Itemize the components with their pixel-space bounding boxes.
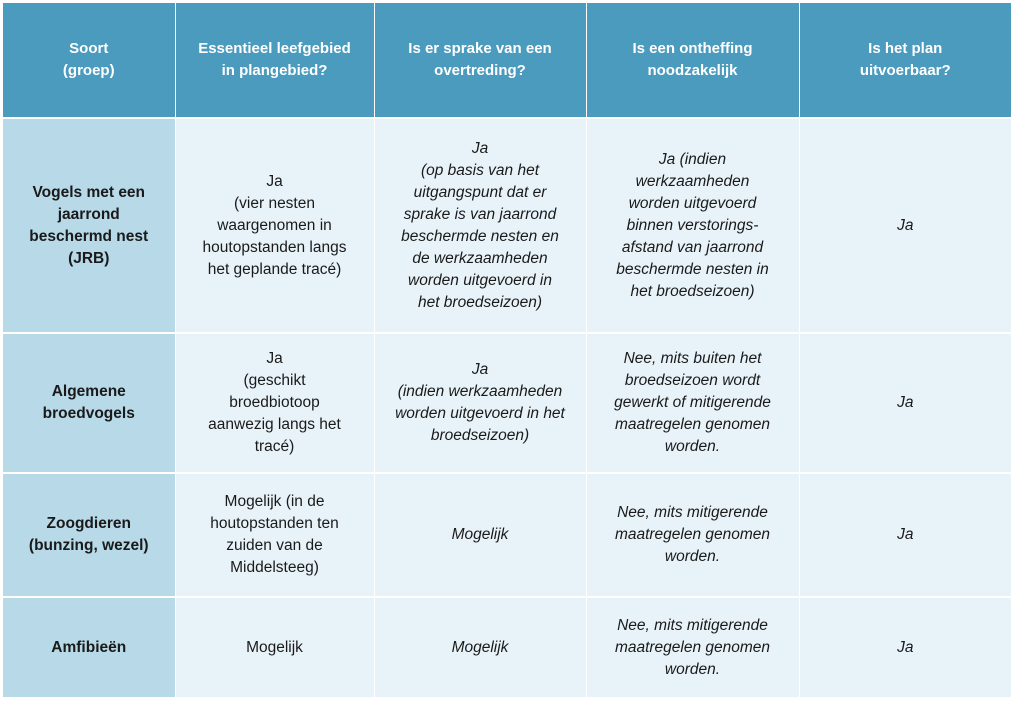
- cell-text-line: het broedseizoen): [417, 293, 543, 311]
- cell-text-line: worden uitgevoerd: [628, 194, 757, 212]
- table-row: [3, 118, 1011, 333]
- cell-text-line: Algemene: [51, 383, 126, 400]
- cell-text-line: maatregelen genomen: [614, 638, 771, 656]
- habitat-cell: [175, 473, 374, 597]
- cell-text-line: Mogelijk: [246, 638, 303, 656]
- species-cell: [3, 118, 175, 333]
- feasible-cell: [799, 597, 1011, 697]
- exemption-cell: [586, 597, 799, 697]
- cell-text-line: worden.: [664, 548, 721, 565]
- feasible-cell: [799, 473, 1011, 597]
- header-violation: [374, 3, 586, 118]
- cell-text-line: Ja: [266, 350, 283, 367]
- cell-text-line: werkzaamheden: [635, 172, 750, 190]
- cell-text-line: Middelsteeg): [230, 559, 319, 576]
- cell-text-line: (vier nesten: [234, 194, 315, 212]
- header-habitat: [175, 3, 374, 118]
- cell-text-line: worden.: [664, 660, 721, 678]
- cell-text-line: Nee, mits buiten het: [623, 350, 762, 367]
- cell-text-line: zuiden van de: [226, 537, 323, 554]
- cell-text-line: Ja: [897, 526, 914, 543]
- cell-text-line: jaarrond: [57, 205, 120, 223]
- cell-text-line: beschermde nesten in: [616, 260, 769, 278]
- cell-text-line: beschermd nest: [29, 227, 149, 245]
- cell-text-line: het broedseizoen): [630, 282, 755, 300]
- cell-text-line: de werkzaamheden: [412, 249, 548, 267]
- cell-text-line: afstand van jaarrond: [621, 238, 764, 256]
- cell-text-line: Mogelijk (in de: [224, 493, 325, 510]
- cell-text-line: beschermde nesten en: [401, 227, 559, 245]
- cell-text-line: Nee, mits mitigerende: [617, 504, 768, 521]
- cell-text-line: aanwezig langs het: [208, 416, 341, 433]
- cell-text-line: broedvogels: [42, 405, 135, 422]
- table-row: [3, 473, 1011, 597]
- table-row: [3, 597, 1011, 697]
- cell-text-line: Ja: [897, 638, 914, 656]
- cell-text-line: Ja: [471, 139, 489, 157]
- cell-text-line: sprake is van jaarrond: [403, 205, 557, 223]
- exemption-cell: [586, 473, 799, 597]
- cell-text-line: (bunzing, wezel): [28, 537, 149, 554]
- habitat-cell: [175, 118, 374, 333]
- cell-text-line: Ja: [897, 394, 914, 411]
- cell-text-line: Nee, mits mitigerende: [617, 616, 768, 634]
- cell-text-line: Soort: [69, 40, 109, 57]
- cell-text-line: worden uitgevoerd in het: [395, 405, 565, 422]
- cell-text-line: Is een ontheffing: [632, 40, 753, 57]
- cell-text-line: (indien werkzaamheden: [397, 383, 563, 400]
- cell-text-line: broedbiotoop: [229, 394, 320, 411]
- cell-text-line: Is het plan: [868, 40, 943, 57]
- habitat-cell: [175, 333, 374, 473]
- cell-text-line: Is er sprake van een: [408, 40, 552, 57]
- cell-text-line: maatregelen genomen: [614, 416, 771, 433]
- exemption-cell: [586, 333, 799, 473]
- cell-text-line: (op basis van het: [420, 161, 540, 179]
- violation-cell: [374, 333, 586, 473]
- feasible-cell: [799, 333, 1011, 473]
- violation-cell: [374, 118, 586, 333]
- cell-text-line: het geplande tracé): [207, 260, 342, 278]
- cell-text-line: houtopstanden ten: [210, 515, 339, 532]
- cell-text-line: Ja: [897, 216, 914, 234]
- violation-cell: [374, 597, 586, 697]
- cell-text-line: uitvoerbaar?: [859, 62, 951, 79]
- feasible-cell: [799, 118, 1011, 333]
- cell-text-line: Amfibieën: [51, 638, 127, 656]
- cell-text-line: broedseizoen wordt: [624, 372, 761, 389]
- cell-text-line: worden.: [664, 438, 721, 455]
- cell-text-line: (groep): [62, 62, 115, 79]
- cell-text-line: broedseizoen): [430, 427, 530, 444]
- cell-text-line: Mogelijk: [451, 526, 509, 543]
- species-cell: [3, 597, 175, 697]
- cell-text-line: worden uitgevoerd in: [408, 271, 552, 289]
- cell-text-line: (JRB): [68, 249, 110, 267]
- cell-text-line: overtreding?: [434, 62, 526, 79]
- cell-text-line: Ja (indien: [658, 150, 727, 168]
- cell-text-line: Mogelijk: [451, 638, 509, 656]
- cell-text-line: tracé): [254, 438, 295, 455]
- cell-text-line: uitgangspunt dat er: [413, 183, 547, 201]
- cell-text-line: (geschikt: [243, 372, 306, 389]
- cell-text-line: waargenomen in: [217, 216, 332, 234]
- species-cell: [3, 333, 175, 473]
- habitat-cell: [175, 597, 374, 697]
- header-exemption: [586, 3, 799, 118]
- cell-text-line: Vogels met een: [32, 183, 146, 201]
- header-row: [3, 3, 1011, 118]
- cell-text-line: Zoogdieren: [46, 515, 131, 532]
- species-cell: [3, 473, 175, 597]
- violation-cell: [374, 473, 586, 597]
- cell-text-line: maatregelen genomen: [614, 526, 771, 543]
- cell-text-line: Ja: [471, 361, 489, 378]
- cell-text-line: houtopstanden langs: [202, 238, 347, 256]
- table-row: [3, 333, 1011, 473]
- cell-text-line: Essentieel leefgebied: [198, 40, 351, 57]
- cell-text-line: noodzakelijk: [647, 62, 738, 79]
- species-assessment-table: [3, 3, 1011, 697]
- header-feasible: [799, 3, 1011, 118]
- cell-text-line: in plangebied?: [221, 62, 328, 79]
- exemption-cell: [586, 118, 799, 333]
- cell-text-line: Ja: [266, 172, 283, 190]
- header-species: [3, 3, 175, 118]
- cell-text-line: gewerkt of mitigerende: [614, 394, 771, 411]
- cell-text-line: binnen verstorings-: [626, 216, 759, 234]
